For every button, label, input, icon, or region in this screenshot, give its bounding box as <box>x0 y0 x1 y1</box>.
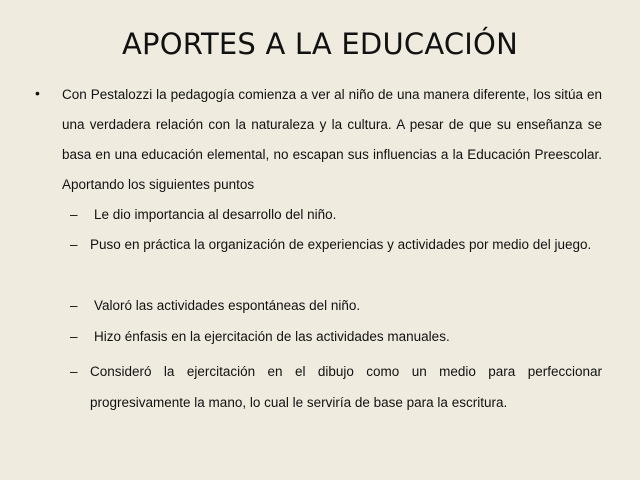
list-item-text: Hizo énfasis en la ejercitación de las actividades manuales. <box>94 329 450 344</box>
list-item <box>70 356 602 418</box>
dash-icon: – <box>70 329 78 344</box>
dash-icon: – <box>70 207 78 222</box>
bullet-icon: • <box>35 85 40 101</box>
list-item <box>70 290 602 321</box>
list-item-text: Consideró la ejercitación en el dibujo como un medio para perfeccionar progresivamente la mano, lo cual le serviría de base para la escritura. <box>90 364 602 410</box>
list-item-text: Le dio importancia al desarrollo del niño. <box>94 207 337 222</box>
list-item-text: Puso en práctica la organización de experiencias y actividades por medio del juego. <box>90 237 592 252</box>
list-item <box>70 229 602 260</box>
intro-paragraph: Con Pestalozzi la pedagogía comienza a ver al niño de una manera diferente, los sitúa en una verdadera relación con la naturaleza y la cultura. A pesar de que su enseñanza se basa en una educación elemental, no escapan sus influencias a la Educación Preescolar. Aportando los siguientes puntos <box>62 87 602 192</box>
slide-title: APORTES A LA EDUCACIÓN <box>122 27 518 61</box>
dash-icon: – <box>70 237 78 252</box>
list-item <box>70 321 602 352</box>
dash-icon: – <box>70 364 78 379</box>
dash-icon: – <box>70 298 78 313</box>
list-item-text: Valoró las actividades espontáneas del niño. <box>94 298 361 313</box>
list-item <box>70 199 602 230</box>
